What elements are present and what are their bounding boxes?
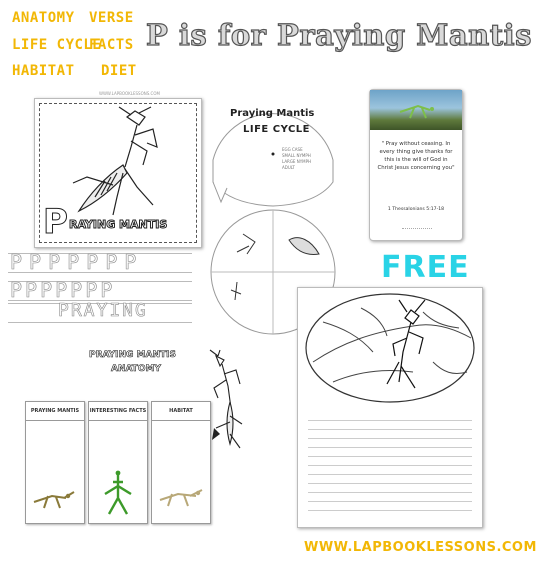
verse-card — [369, 89, 463, 241]
writing-lines — [308, 412, 472, 518]
flap-title: PRAYING MANTIS — [26, 402, 84, 421]
life-cycle-title-line2: LIFE CYCLE — [243, 124, 311, 135]
verse-card-photo — [370, 90, 462, 130]
page-title: P is for Praying Mantis — [146, 18, 532, 52]
mantis-illustration — [65, 107, 175, 219]
life-cycle-stage-list — [282, 147, 311, 171]
topic-habitat: HABITAT — [12, 63, 75, 79]
mantis-photo-icon — [370, 90, 462, 130]
topic-verse: VERSE — [89, 10, 134, 26]
life-cycle-stage: ADULT — [282, 165, 295, 170]
mantis-photo-icon — [93, 468, 143, 518]
coloring-card — [34, 91, 202, 248]
flap-interesting-facts — [88, 401, 148, 524]
flap-habitat — [151, 401, 211, 524]
journal-oval-illustration — [303, 292, 477, 404]
website-url: WWW.LAPBOOKLESSONS.COM — [304, 540, 537, 555]
verse-text: " Pray without ceasing. In every thing give thanks for this is the will of God in Christ Jesus concerning you" — [377, 141, 455, 171]
topic-anatomy: ANATOMY — [12, 10, 75, 26]
topic-diet: DIET — [101, 63, 137, 79]
trace-letters-row1: PPPPPPP — [10, 250, 144, 274]
life-cycle-stage: EGG CASE — [282, 147, 303, 152]
coloring-card-big-letter: P — [43, 202, 68, 242]
coloring-card-caption: RAYING MANTIS — [69, 218, 168, 231]
topic-facts: FACTS — [89, 37, 134, 53]
flap-title: INTERESTING FACTS — [89, 402, 147, 421]
handwriting-sheet — [8, 249, 194, 335]
flap-praying-mantis — [25, 401, 85, 524]
life-cycle-stage: SMALL NYMPH — [282, 153, 311, 158]
anatomy-title-line1: PRAYING MANTIS — [89, 350, 176, 360]
journal-page — [297, 287, 483, 528]
free-badge: FREE — [381, 250, 470, 285]
mantis-photo-icon — [30, 482, 80, 512]
trace-letters-row2: PPPPPPP — [10, 278, 116, 302]
topic-life-cycle: LIFE CYCLE — [12, 37, 102, 53]
mantis-photo-icon — [156, 482, 206, 512]
life-cycle-title-line1: Praying Mantis — [230, 108, 315, 119]
trace-word: PRAYING — [58, 300, 148, 321]
anatomy-title-line2: ANATOMY — [111, 364, 162, 374]
coloring-card-credit: WWW.LAPBOOKLESSONS.COM — [99, 91, 160, 96]
life-cycle-stage: LARGE NYMPH — [282, 159, 312, 164]
verse-reference: 1 Thessalonians 5:17-18 — [387, 207, 445, 212]
verse-card-dots — [402, 228, 432, 232]
flap-title: HABITAT — [152, 402, 210, 421]
